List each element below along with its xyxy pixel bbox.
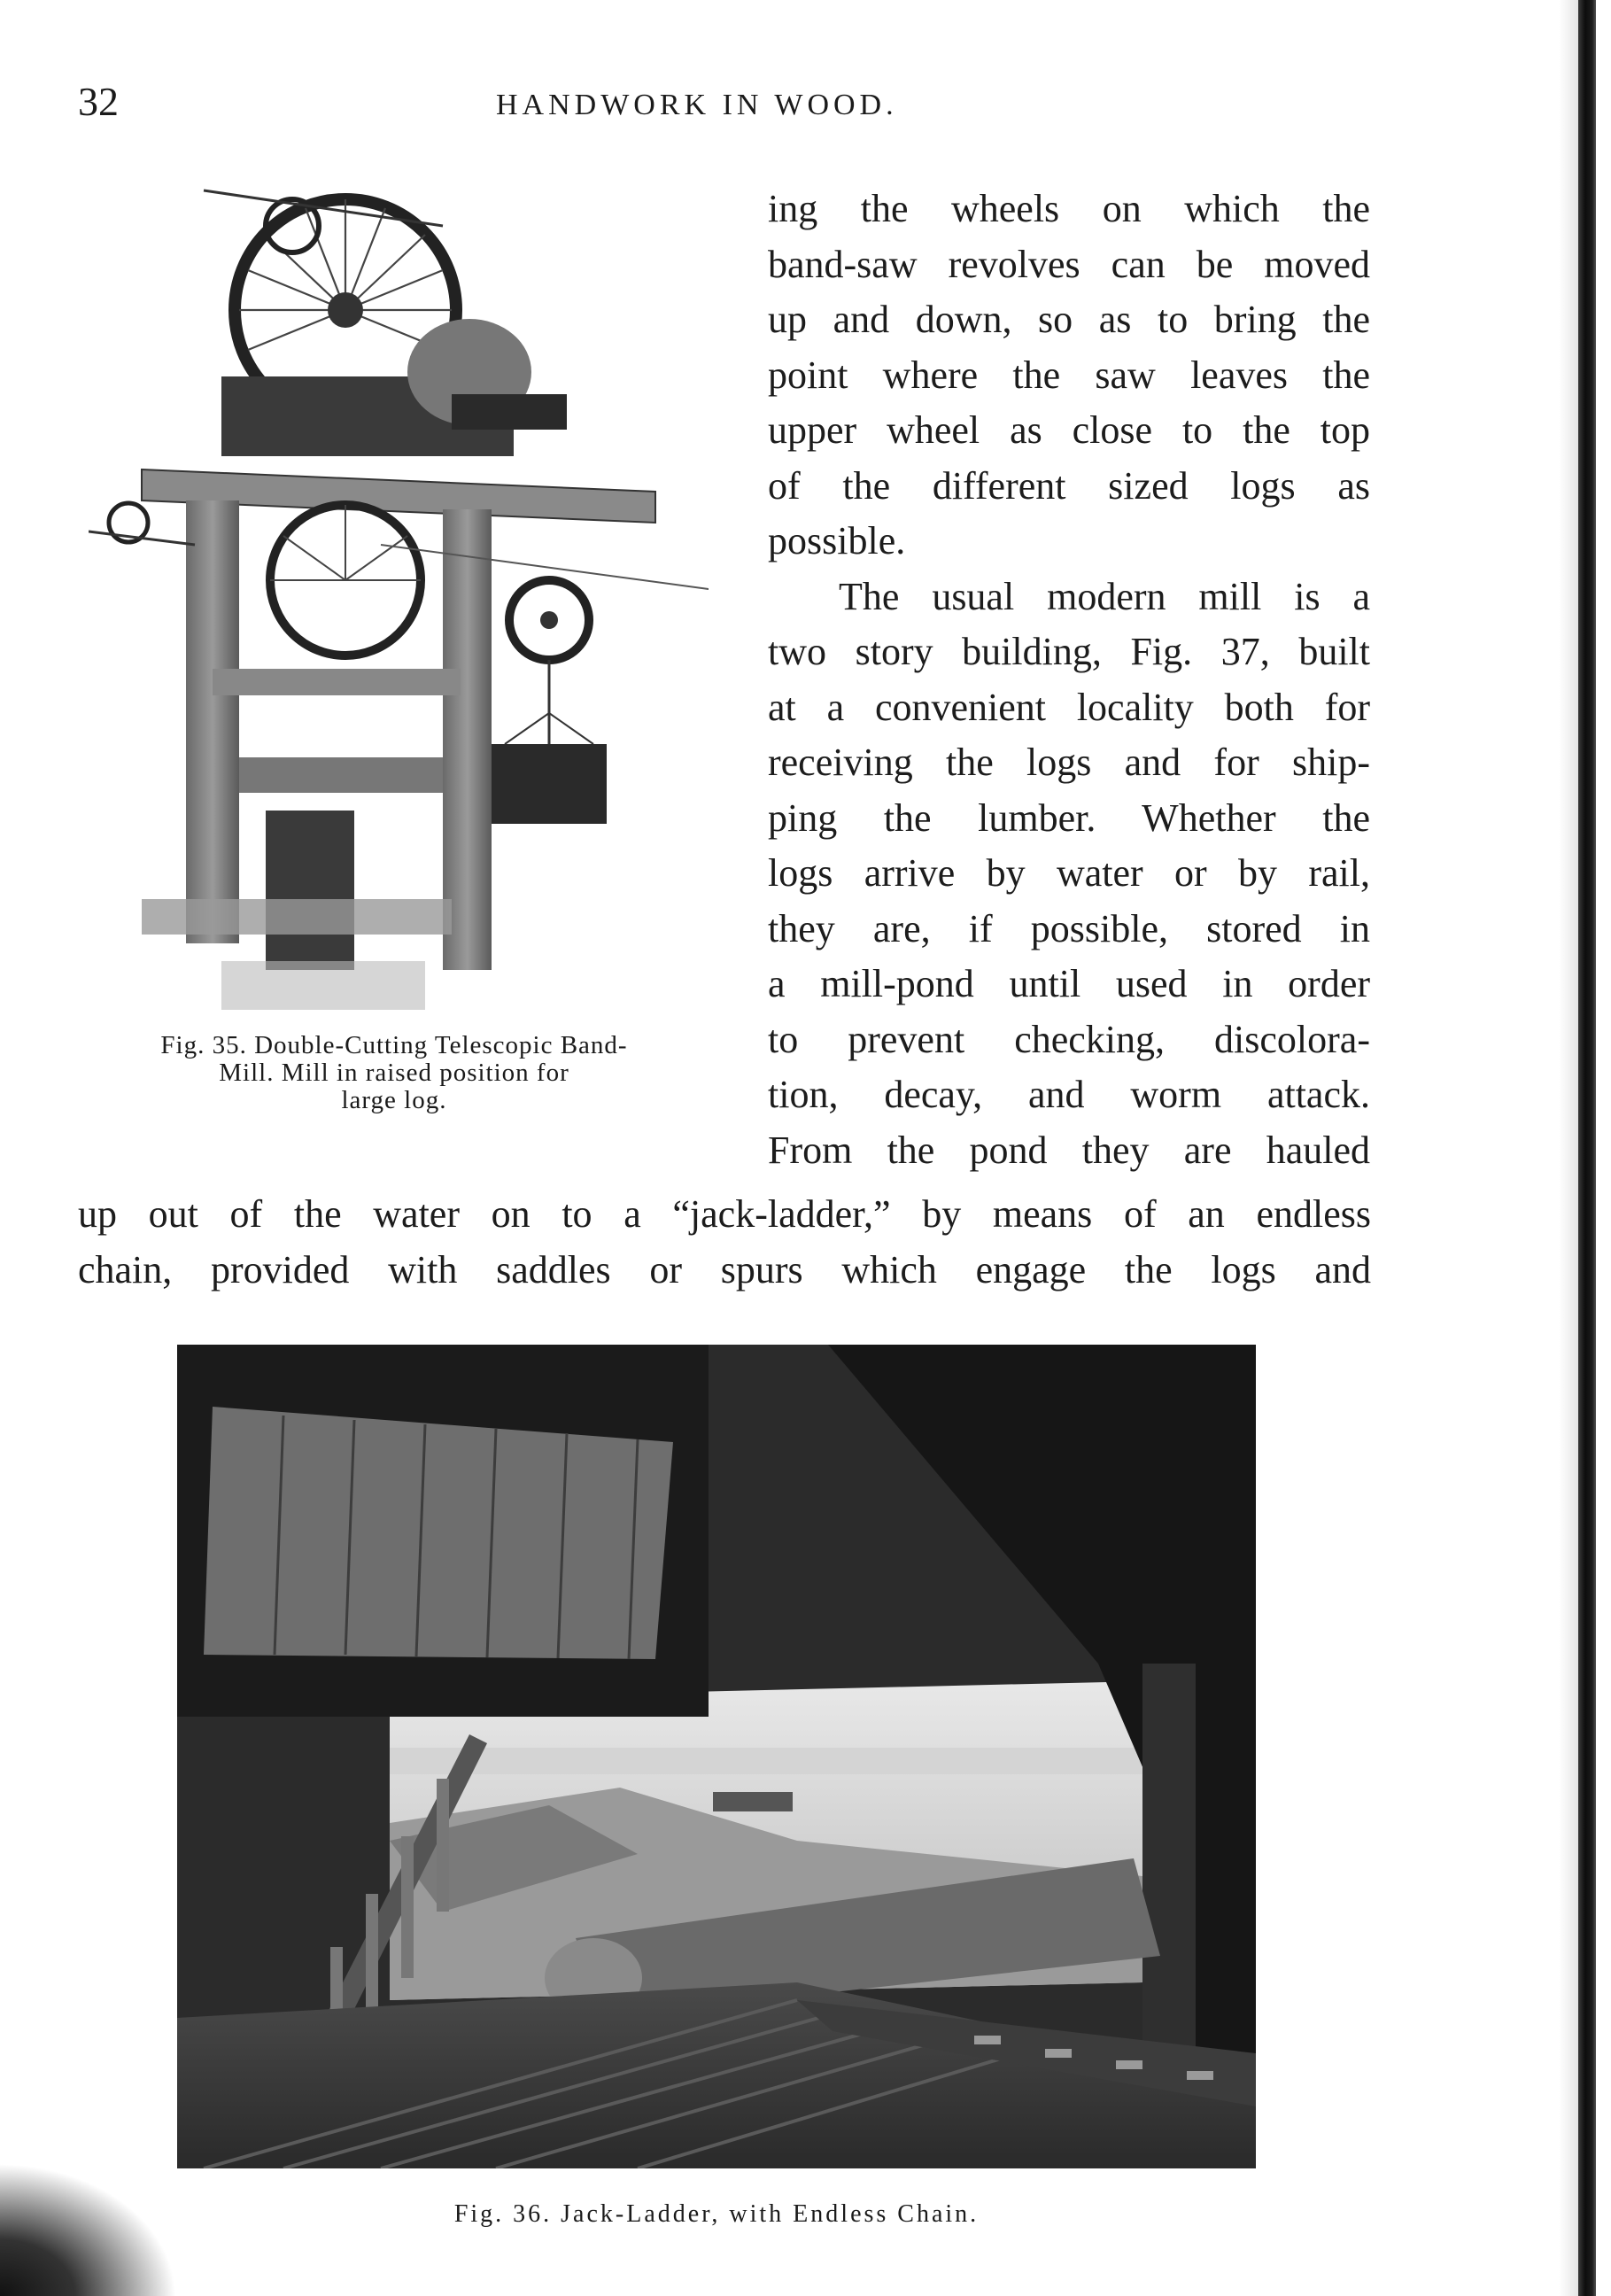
- page-binding-edge: [1578, 0, 1596, 2296]
- full-width-text: [78, 1187, 1371, 1298]
- fig36-caption: Fig. 36. Jack-Ladder, with Endless Chain.: [453, 2200, 980, 2228]
- text-line: band-saw revolves can be moved: [768, 242, 1370, 286]
- right-column-text: [768, 182, 1370, 1178]
- text-line: chain, provided with saddles or spurs which engage the logs and: [78, 1247, 1371, 1292]
- text-line: upper wheel as close to the top: [768, 408, 1370, 452]
- text-line: ping the lumber. Whether the: [768, 795, 1370, 840]
- text-line: they are, if possible, stored in: [768, 906, 1370, 950]
- text-line: a mill-pond until used in order: [768, 962, 1370, 1005]
- binding-shadow: [1559, 0, 1578, 2296]
- fig35-caption-line: Mill. Mill in raised position for: [219, 1059, 569, 1087]
- running-head: HANDWORK IN WOOD.: [496, 89, 898, 121]
- text-line: up out of the water on to a “jack-ladder,” by means of an endless: [78, 1192, 1371, 1236]
- page-number: 32: [78, 79, 119, 124]
- text-line: ing the wheels on which the: [768, 187, 1370, 230]
- text-line: possible.: [768, 519, 906, 562]
- text-line: point where the saw leaves the: [768, 353, 1370, 397]
- fig36-jack-ladder-photo: [177, 1345, 1256, 2168]
- text-line: logs arrive by water or by rail,: [768, 851, 1370, 895]
- text-line: From the pond they are hauled: [768, 1128, 1370, 1172]
- fig35-caption-line: large log.: [341, 1086, 447, 1114]
- text-line: at a convenient locality both for: [768, 685, 1370, 729]
- fig35-band-mill-illustration: [89, 173, 709, 1014]
- text-line: The usual modern mill is a: [839, 574, 1370, 618]
- fig35-caption-line: Fig. 35. Double-Cutting Telescopic Band-: [160, 1031, 628, 1059]
- text-line: to prevent checking, discolora-: [768, 1017, 1370, 1061]
- text-line: two story building, Fig. 37, built: [768, 630, 1370, 673]
- fig35-caption: [84, 1032, 704, 1114]
- text-line: receiving the logs and for ship-: [768, 741, 1370, 784]
- text-line: of the different sized logs as: [768, 463, 1370, 508]
- corner-shadow: [0, 2163, 177, 2296]
- text-line: up and down, so as to bring the: [768, 298, 1370, 341]
- text-line: tion, decay, and worm attack.: [768, 1073, 1370, 1116]
